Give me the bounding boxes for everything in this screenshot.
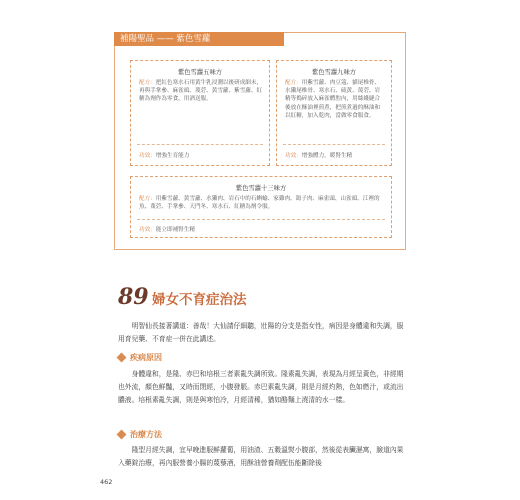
- divider: [137, 219, 385, 220]
- recipe-card-formula: [131, 192, 391, 211]
- chapter-number: 89: [118, 284, 149, 310]
- recipe-box-header: 補陽聖品 —— 紫色雪蘿: [114, 32, 284, 46]
- function-text: 能立即補腎生精: [155, 227, 195, 233]
- recipe-card-title: 紫色雪蘿五味方: [177, 69, 223, 76]
- function-label: 功效：: [139, 227, 156, 233]
- page-number: 462: [100, 478, 113, 486]
- divider: [283, 144, 385, 145]
- formula-text: 用紫雪蘿、肉豆蔻、貓尾椎骨、水獺尾椎骨、寒水石、硫黃、蔑菪、岩精等搗碎放入麻雀體腔內，用絲綫縫合後放在酥油裡煎煮，把煎煮過的酥油和以紅糖，加入乾肉，當做零食服食。: [285, 80, 381, 119]
- formula-label: 配方：: [139, 80, 156, 86]
- formula-text: 把紅色寒水石用黃牛乳浸潤以後研成細末，再與手掌參、麻雀頭、蔑菪、黃雪蘿、紫雪蘿、紅糖為劑作為零食，用酒送服。: [139, 80, 263, 103]
- function-text: 增強體力，暖腎生精: [301, 153, 353, 159]
- diamond-bullet-icon: [117, 430, 127, 440]
- recipe-card-nine: [276, 60, 392, 166]
- chapter-title: 婦女不育症治法: [152, 292, 247, 308]
- section-heading-text: 治療方法: [130, 430, 162, 439]
- recipe-card-function: [139, 151, 189, 159]
- function-label: 功效：: [139, 153, 156, 159]
- section-heading-text: 疾病原因: [130, 353, 162, 362]
- recipe-card-formula: [277, 76, 391, 120]
- recipe-card-five: [130, 60, 270, 166]
- formula-label: 配方：: [285, 80, 302, 86]
- section-text-cause: 身體違和，是隆、赤巴和培根三者素亂失調所致。隆素亂失調，表現為月經呈黃色，非經期也外流，顏色鮮豔，又時而閉經，小腹發脹。赤巴素亂失調，則是月經灼熱，色如燃汁，或流出膿液。培根素亂失調，則是與寒怕冷，月經清稀，猶如酪麵上澆清的水一樣。: [118, 370, 404, 404]
- formula-text: 用紫雪蘿、黃雪蘿、水獺肉、岩石中的石蝌蝓、家雞肉、鴿子肉、麻雀頭、山雀頭、江裡的魚、蔑菪、手掌參、天門冬、寒水石、紅糖為劑令服。: [139, 196, 380, 211]
- intro-paragraph: 明智仙長接著講道：善哉！大仙請仔細聽，壯陽的分支是指女性，病因是身體違和失調，服用育兒藥、不育症一併在此講述。: [118, 322, 404, 343]
- recipe-card-title: 紫色雪蘿十三味方: [235, 185, 287, 192]
- function-text: 增強生育能力: [155, 153, 190, 159]
- recipe-card-thirteen: [130, 176, 392, 238]
- section-heading-treatment: [118, 429, 162, 440]
- section-heading-cause: [118, 352, 162, 363]
- function-label: 功效：: [285, 153, 302, 159]
- recipe-card-function: [285, 151, 352, 159]
- section-text-treatment: 隆型月經失調，宜早晚進服鮮蘿蔔，用油渣、五穀溫熨小腹部，然後從表臟濕寓，臉道內果入藥錠治療，再內服營養小腸的蔑藜酒，用酥油營養劑配伍能斷除後: [118, 446, 404, 467]
- recipe-card-formula: [131, 76, 269, 104]
- formula-label: 配方：: [139, 196, 156, 202]
- recipe-card-function: [139, 225, 195, 233]
- diamond-bullet-icon: [117, 353, 127, 363]
- divider: [137, 144, 263, 145]
- recipe-card-title: 紫色雪蘿九味方: [311, 69, 357, 76]
